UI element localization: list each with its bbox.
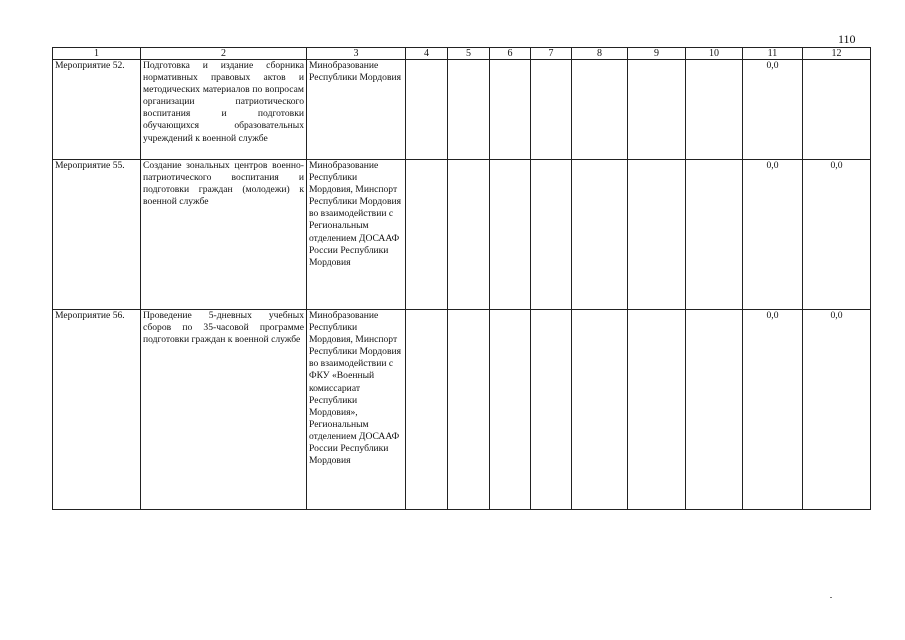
- cell-col-8: [572, 160, 628, 310]
- cell-col-5: [448, 160, 490, 310]
- cell-col-9: [628, 310, 686, 510]
- measure-executor: Минобразование Республики Мордовия: [307, 60, 406, 160]
- table-row: [53, 310, 871, 510]
- col-header-4: 4: [406, 48, 448, 60]
- col-header-11: 11: [743, 48, 803, 60]
- col-header-2: 2: [141, 48, 307, 60]
- col-header-3: 3: [307, 48, 406, 60]
- cell-col-9: [628, 160, 686, 310]
- header-row: [53, 48, 871, 60]
- cell-col-6: [490, 60, 531, 160]
- table-row: [53, 160, 871, 310]
- measure-description: Подготовка и издание сборника нормативных правовых актов и методических материалов по вопросам организации патриотического воспитания и подготовки обучающихся образовательных учреждений к военной службе: [141, 60, 307, 160]
- cell-col-7: [531, 160, 572, 310]
- measure-id: Мероприятие 56.: [53, 310, 141, 510]
- program-table: [52, 47, 871, 510]
- cell-col-11: 0,0: [743, 60, 803, 160]
- cell-col-12: 0,0: [803, 160, 871, 310]
- measure-executor: Минобразование Республики Мордовия, Минспорт Республики Мордовия во взаимодействии с Региональным отделением ДОСААФ России Республики Мордовия: [307, 160, 406, 310]
- measure-id: Мероприятие 55.: [53, 160, 141, 310]
- col-header-6: 6: [490, 48, 531, 60]
- col-header-9: 9: [628, 48, 686, 60]
- cell-col-9: [628, 60, 686, 160]
- cell-col-5: [448, 310, 490, 510]
- col-header-7: 7: [531, 48, 572, 60]
- cell-col-8: [572, 310, 628, 510]
- scan-speck: [830, 597, 832, 598]
- cell-col-11: 0,0: [743, 310, 803, 510]
- measure-id: Мероприятие 52.: [53, 60, 141, 160]
- col-header-12: 12: [803, 48, 871, 60]
- cell-col-4: [406, 60, 448, 160]
- cell-col-8: [572, 60, 628, 160]
- cell-col-4: [406, 310, 448, 510]
- measure-description: Проведение 5-дневных учебных сборов по 35-часовой программе подготовки граждан к военной службе: [141, 310, 307, 510]
- cell-col-10: [686, 310, 743, 510]
- table-row: [53, 60, 871, 160]
- page-number: 110: [838, 32, 856, 46]
- cell-col-6: [490, 160, 531, 310]
- cell-col-7: [531, 310, 572, 510]
- cell-col-12: 0,0: [803, 310, 871, 510]
- measure-executor: Минобразование Республики Мордовия, Минспорт Республики Мордовия во взаимодействии с ФКУ «Военный комиссариат Республики Мордовия», Региональным отделением ДОСААФ России Республики Мордовия: [307, 310, 406, 510]
- cell-col-4: [406, 160, 448, 310]
- cell-col-11: 0,0: [743, 160, 803, 310]
- col-header-10: 10: [686, 48, 743, 60]
- cell-col-12: [803, 60, 871, 160]
- col-header-5: 5: [448, 48, 490, 60]
- col-header-1: 1: [53, 48, 141, 60]
- cell-col-5: [448, 60, 490, 160]
- cell-col-6: [490, 310, 531, 510]
- measure-description: Создание зональных центров военно-патриотического воспитания и подготовки граждан (молодежи) к военной службе: [141, 160, 307, 310]
- cell-col-10: [686, 60, 743, 160]
- cell-col-7: [531, 60, 572, 160]
- col-header-8: 8: [572, 48, 628, 60]
- cell-col-10: [686, 160, 743, 310]
